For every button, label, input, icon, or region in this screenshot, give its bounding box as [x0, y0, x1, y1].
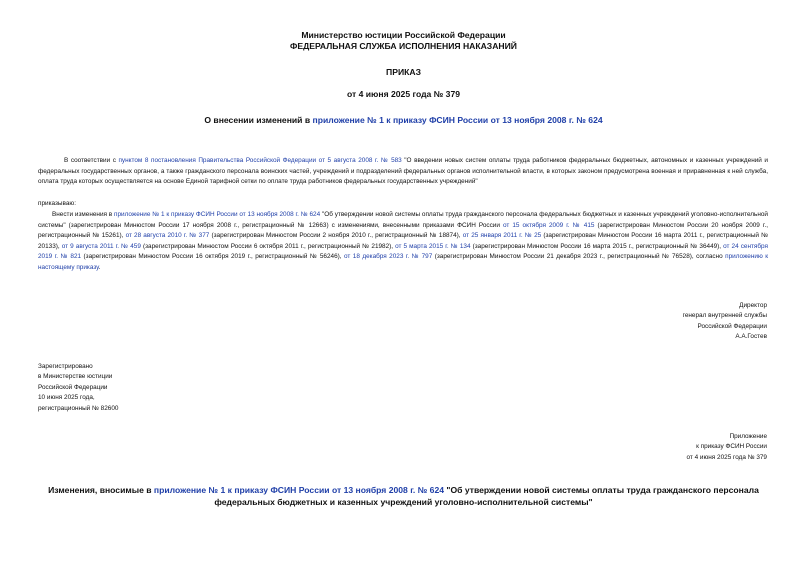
- appendix-reference: [547, 432, 767, 463]
- body-text-4: (зарегистрирован Минюстом России 2 ноября 2010 г., регистрационный № 18874),: [209, 232, 463, 239]
- signature-name: А.А.Гостев: [735, 333, 767, 341]
- body-link-order-797[interactable]: от 18 декабря 2023 г. № 797: [344, 253, 433, 260]
- changes-title-link[interactable]: приложение № 1 к приказу ФСИН России от 13 ноября 2008 г. № 624: [153, 485, 445, 495]
- registration-line-3: Российской Федерации: [38, 383, 108, 391]
- doc-type: ПРИКАЗ: [386, 67, 421, 77]
- body-link-order-25[interactable]: от 25 января 2011 г. № 25: [462, 232, 542, 239]
- order-word: приказываю:: [38, 200, 76, 207]
- preamble-text-1: В соответствии с: [64, 157, 119, 164]
- appendix-line-1: Приложение: [729, 433, 767, 440]
- body-link-order-415[interactable]: от 15 октября 2009 г. № 415: [502, 221, 595, 229]
- ministry-name: Министерство юстиции Российской Федерации: [301, 30, 506, 40]
- body-text-5: (зарегистрирован Минюстом России 16 марта 2011 г., регистрационный № 20133),: [38, 232, 768, 250]
- body-text-9: (зарегистрирован Минюстом России 21 декабря 2023 г., регистрационный № 76528), согласно: [432, 253, 726, 260]
- registration-line-4: 10 июня 2025 года,: [38, 394, 95, 402]
- body-text-10: .: [98, 263, 101, 271]
- registration-block: [38, 362, 238, 414]
- body-text-2: "Об утверждении новой системы оплаты труда гражданского персонала федеральных бюджетных и казенных учреждений уголовно-исполнительной системы" (зарегистрирован Минюстом России 17 ноября 2008 г., регистрационный № 12663) с изменениями, внесенными приказами ФСИН России: [38, 211, 768, 229]
- subject-link[interactable]: приложение № 1 к приказу ФСИН России от 13 ноября 2008 г. № 624: [312, 115, 603, 125]
- body-text-1: Внести изменения в: [52, 211, 115, 218]
- preamble-text-2: "О введении новых систем оплаты труда работников федеральных бюджетных, автономных и казенных учреждений и федеральных государственных органов, а также гражданского персонала воинских частей, учреждений и подразделений федеральных органов исполнительной власти, в которых законом предусмотрена военная и приравненная к ней служба, оплата труда которых осуществляется на основе Единой тарифной сетки по оплате труда работников федеральных государственных учреждений": [38, 157, 768, 185]
- body-link-appendix-624[interactable]: приложение № 1 к приказу ФСИН России от 13 ноября 2008 г. № 624: [114, 211, 321, 218]
- appendix-line-3: от 4 июня 2025 года № 379: [686, 453, 767, 461]
- signature-country: Российской Федерации: [697, 322, 767, 330]
- body-text-6: (зарегистрирован Минюстом России 6 октября 2011 г., регистрационный № 21982),: [140, 242, 396, 250]
- body-link-appendix[interactable]: приложению к настоящему приказу: [38, 253, 768, 271]
- order-date-number: от 4 июня 2025 года № 379: [346, 89, 461, 99]
- signature-rank: генерал внутренней службы: [682, 312, 767, 320]
- signature-block: [567, 301, 767, 343]
- preamble-link-government-decree[interactable]: пунктом 8 постановления Правительства Российской Федерации от 5 августа 2008 г. № 583: [118, 157, 402, 164]
- registration-line-2: в Министерстве юстиции: [38, 373, 113, 381]
- changes-title: [40, 485, 767, 508]
- body-text-7: (зарегистрирован Минюстом России 16 марта 2015 г., регистрационный № 36449),: [470, 242, 724, 250]
- service-name: ФЕДЕРАЛЬНАЯ СЛУЖБА ИСПОЛНЕНИЯ НАКАЗАНИЙ: [290, 41, 517, 51]
- order-subject: [0, 115, 807, 125]
- preamble-paragraph: [38, 156, 768, 188]
- body-link-order-821[interactable]: от 24 сентября 2019 г. № 821: [38, 242, 768, 260]
- subject-prefix: О внесении изменений в: [204, 115, 313, 125]
- changes-title-prefix: Изменения, вносимые в: [48, 485, 154, 495]
- appendix-line-2: к приказу ФСИН России: [696, 443, 767, 451]
- changes-title-suffix: "Об утверждении новой системы оплаты труда гражданского персонала федеральных бюджетных и казенных учреждений уголовно-исполнительной системы": [214, 485, 759, 507]
- main-paragraph: [38, 210, 768, 273]
- registration-line-1: Зарегистрировано: [38, 363, 93, 370]
- registration-line-5: регистрационный № 82600: [38, 404, 119, 412]
- body-link-order-459[interactable]: от 9 августа 2011 г. № 459: [61, 242, 141, 250]
- body-link-order-377[interactable]: от 28 августа 2010 г. № 377: [125, 232, 210, 239]
- body-link-order-134[interactable]: от 5 марта 2015 г. № 134: [395, 242, 471, 250]
- body-text-8: (зарегистрирован Минюстом России 16 октября 2019 г., регистрационный № 56246),: [81, 253, 344, 260]
- signature-position: Директор: [739, 302, 767, 309]
- body-text-3: (зарегистрирован Минюстом России 20 ноября 2009 г., регистрационный № 15261),: [38, 221, 769, 239]
